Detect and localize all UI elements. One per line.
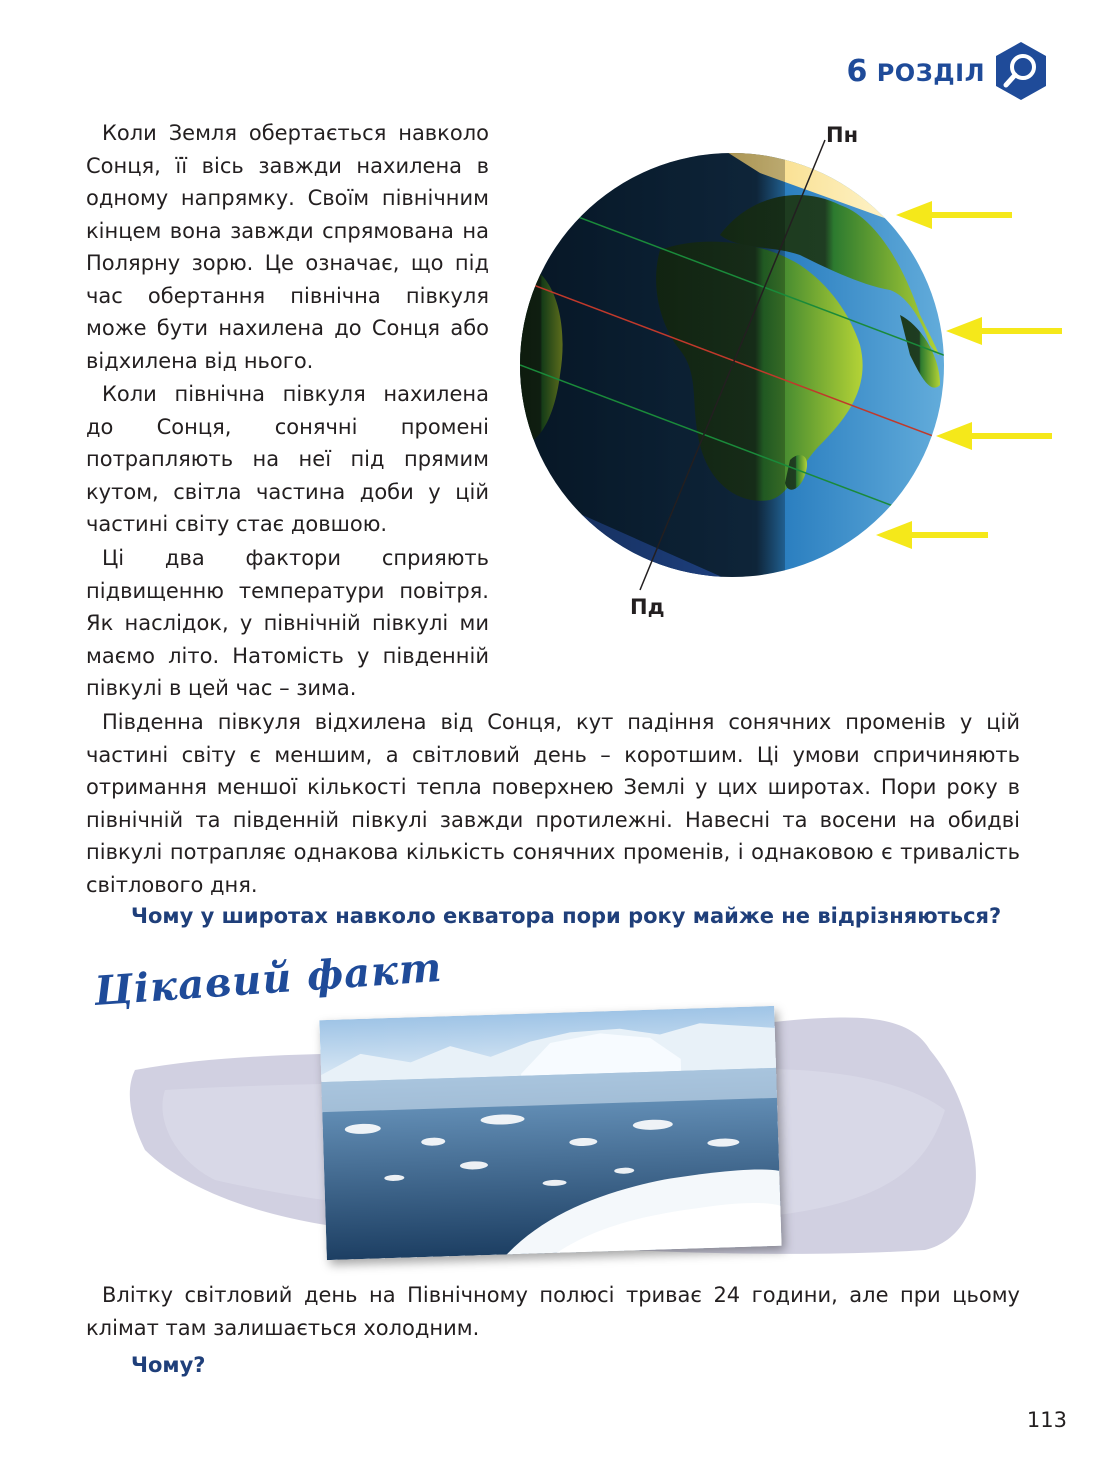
paragraph-summer: Ці два фактори сприяють підвищенню температури повітря. Як наслідок, у північній півкулі ми маємо літо. Натомість у південній півкулі в цей час – зима. [86,546,489,700]
page-number: 113 [1026,1408,1067,1432]
globe-svg [500,115,1070,635]
chapter-label [846,54,985,89]
magnifier-icon [993,40,1049,102]
arctic-ice-image [319,1006,781,1260]
paragraph-southern-hemisphere: Південна півкуля відхилена від Сонця, кут падіння сонячних променів у цій частині світу є меншим, а світловий день – коротшим. Ці умови спричиняють отримання меншої кількості тепла поверхнею Землі у цих широтах. Пори року в північній та південній півкулі завжди протилежні. Навесні та восени на обидві півкулі потрапляє однакова кількість сонячних променів, і однаковою є тривалість світлового дня. [86,710,1020,897]
fact-title: Цікавий факт [92,943,444,1015]
paragraph-axis-tilt: Коли Земля обертається навколо Сонця, її вісь завжди нахилена в одному напрямку. Своїм північним кінцем вона завжди спрямована на Полярну зорю. Це означає, що під час обертання північна півкуля може бути нахилена до Сонця або відхилена від нього. [86,121,489,373]
globe-diagram [500,115,1070,635]
arctic-ice-photo [319,1006,781,1260]
fact-question: Чому? [131,1353,206,1377]
chapter-word: РОЗДІЛ [876,58,985,87]
south-pole-label: Пд [630,595,665,619]
north-pole-label: Пн [826,123,859,147]
chapter-number: 6 [846,53,868,89]
chapter-header [846,40,1049,102]
fact-text: Влітку світловий день на Північному полюсі триває 24 години, але при цьому клімат там залишається холодним. [86,1283,1020,1340]
paragraph-direct-rays: Коли північна півкуля нахилена до Сонця, сонячні промені потрапляють на неї під прямим кутом, світла частина доби у цій частині світу стає довшою. [86,382,489,536]
review-question: Чому у широтах навколо екватора пори року майже не відрізняються? [131,904,1002,928]
